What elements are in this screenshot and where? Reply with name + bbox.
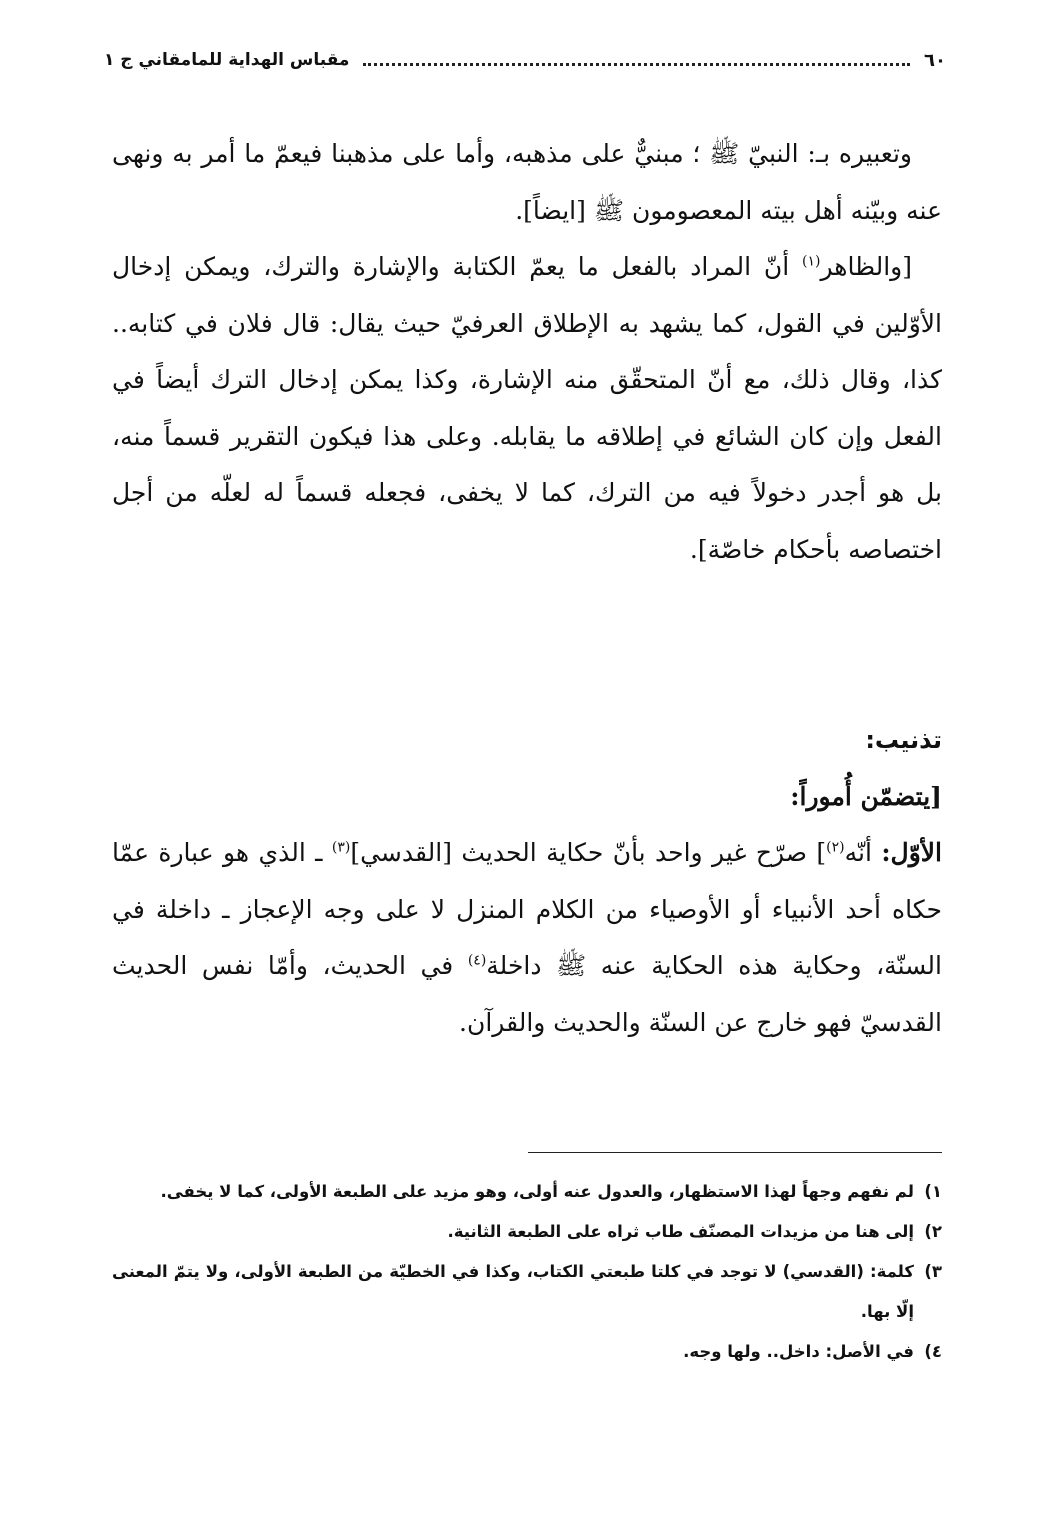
main-text [112, 126, 942, 578]
header-dot-leader [363, 63, 910, 66]
running-header [104, 40, 946, 80]
paragraph-2-text-start: [والظاهر [820, 252, 912, 281]
point-text-1: أنّه [844, 838, 882, 867]
section-heading: تذنيب: [865, 726, 942, 754]
paragraph-1-text: وتعبيره بـ: النبيّ ﷺ ؛ مبنيٌّ على مذهبه، وأما على مذهبنا فيعمّ ما أمر به ونهى عنه وبيّنه أهل بيته المعصومون ﷺ [ايضاً]. [112, 139, 942, 225]
footnote-1-number: ١) [924, 1182, 942, 1201]
book-title: مقباس الهداية للمامقاني ج ١ [104, 50, 350, 70]
point-lead-word: الأوّل: [881, 838, 942, 867]
footnote-1 [112, 1172, 942, 1212]
footnote-3-text: كلمة: (القدسي) لا توجد في كلتا طبعتي الكتاب، وكذا في الخطيّة من الطبعة الأولى، ولا يتمّ المعنى إلّا بها. [112, 1262, 914, 1321]
paragraph-2-text-rest: أنّ المراد بالفعل ما يعمّ الكتابة والإشارة والترك، ويمكن إدخال الأوّلين في القول، كما يشهد به الإطلاق العرفيّ حيث يقال: قال فلان في كتابه.. كذا، وقال ذلك، مع أنّ المتحقّق منه الإشارة، وكذا يمكن إدخال الترك أيضاً في الفعل وإن كان الشائع في إطلاقه ما يقابله. وعلى هذا فيكون التقرير قسماً منه، بل هو أجدر دخولاً فيه من الترك، كما لا يخفى، فجعله قسماً له لعلّه من أجل اختصاصه بأحكام خاصّة]. [112, 252, 942, 564]
footnote-2 [112, 1212, 942, 1252]
footnote-ref-1[interactable]: (١) [802, 253, 821, 270]
footnote-2-text: إلى هنا من مزيدات المصنّف طاب ثراه على الطبعة الثانية. [447, 1222, 914, 1241]
footnote-ref-2[interactable]: (٢) [826, 839, 845, 856]
page-number: ٦٠ [924, 49, 946, 71]
footnotes [112, 1172, 942, 1372]
footnote-3-number: ٣) [924, 1262, 942, 1281]
footnote-4 [112, 1332, 942, 1372]
footnote-ref-3[interactable]: (٣) [331, 839, 351, 856]
section-point-1 [112, 825, 942, 1051]
point-text-3: ـ الذي هو عبارة عمّا حكاه أحد الأنبياء أو الأوصياء من الكلام المنزل لا على وجه الإعجاز ـ داخلة في السنّة، وحكاية هذه الحكاية عنه ﷺ داخلة [112, 838, 942, 980]
point-text-2: ] صرّح غير واحد بأنّ حكاية الحديث [القدسي] [350, 838, 827, 867]
footnote-separator [528, 1152, 942, 1153]
footnote-ref-4[interactable]: (٤) [467, 952, 487, 969]
paragraph-1 [112, 126, 942, 239]
section-tadhnib [112, 712, 942, 1051]
footnote-2-number: ٢) [924, 1222, 942, 1241]
paragraph-2 [112, 239, 942, 578]
section-subheading: [يتضمّن أُموراً: [790, 781, 942, 811]
footnote-4-text: في الأصل: داخل.. ولها وجه. [683, 1342, 914, 1361]
point-text-4: في الحديث، وأمّا نفس الحديث القدسيّ فهو خارج عن السنّة والحديث والقرآن. [112, 951, 942, 1037]
footnote-4-number: ٤) [924, 1342, 942, 1361]
footnote-1-text: لم نفهم وجهاً لهذا الاستظهار، والعدول عنه أولى، وهو مزيد على الطبعة الأولى، كما لا يخفى. [160, 1182, 914, 1201]
footnote-3 [112, 1252, 942, 1332]
